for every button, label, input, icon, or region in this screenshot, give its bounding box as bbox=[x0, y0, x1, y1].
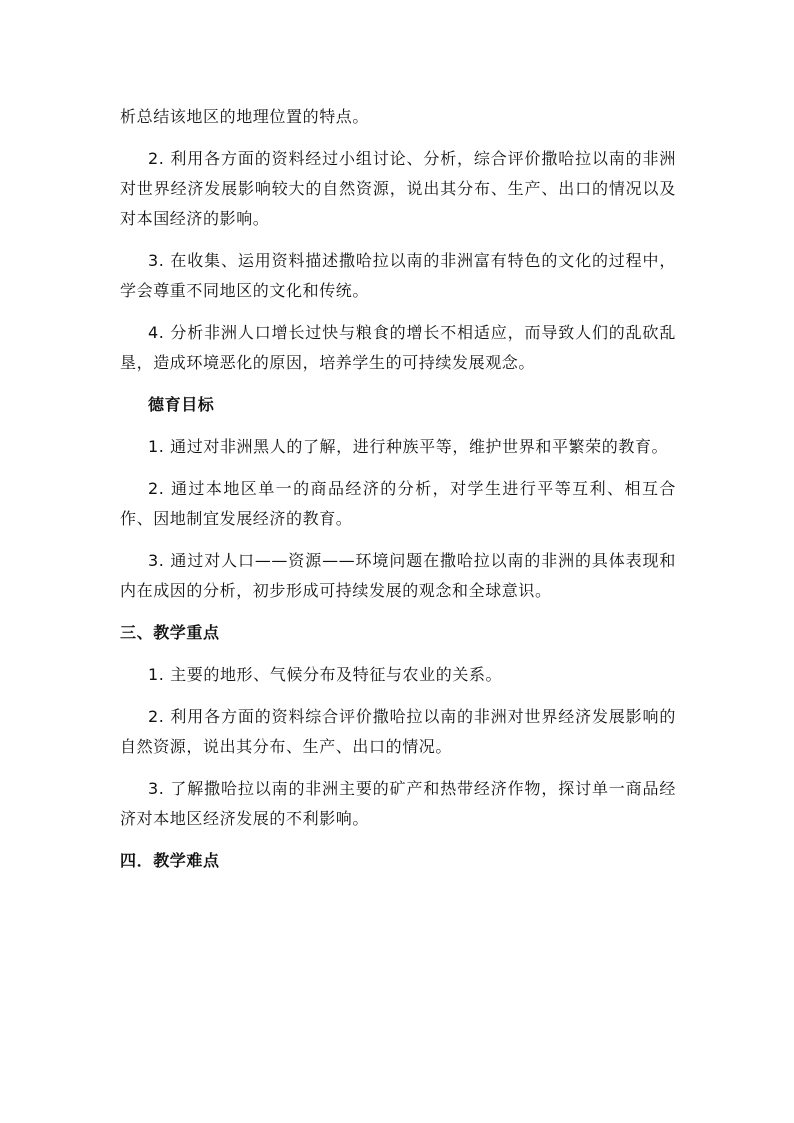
difficulties-heading: 四．教学难点 bbox=[120, 851, 220, 870]
key-point-item: 1. 主要的地形、气候分布及特征与农业的关系。 bbox=[148, 665, 503, 684]
key-points-heading: 三、教学重点 bbox=[120, 623, 220, 642]
moral-goal-item: 1. 通过对非洲黑人的了解，进行种族平等，维护世界和平繁荣的教育。 bbox=[148, 437, 669, 456]
document-page bbox=[120, 102, 676, 888]
key-point-item: 2. 利用各方面的资料综合评价撒哈拉以南的非洲对世界经济发展影响的自然资源，说出其分布、生产、出口的情况。 bbox=[120, 707, 676, 756]
moral-goal-item: 3. 通过对人口——资源——环境问题在撒哈拉以南的非洲的具体表现和内在成因的分析，初步形成可持续发展的观念和全球意识。 bbox=[120, 551, 676, 600]
paragraph-population: 4. 分析非洲人口增长过快与粮食的增长不相适应，而导致人们的乱砍乱垦，造成环境恶化的原因，培养学生的可持续发展观念。 bbox=[120, 323, 676, 372]
paragraph-resources: 2. 利用各方面的资料经过小组讨论、分析，综合评价撒哈拉以南的非洲对世界经济发展影响较大的自然资源，说出其分布、生产、出口的情况以及对本国经济的影响。 bbox=[120, 149, 676, 228]
moral-goals-heading: 德育目标 bbox=[148, 395, 215, 414]
paragraph-location-summary: 析总结该地区的地理位置的特点。 bbox=[120, 107, 370, 126]
moral-goal-item: 2. 通过本地区单一的商品经济的分析，对学生进行平等互利、相互合作、因地制宜发展经济的教育。 bbox=[120, 479, 676, 528]
key-point-item: 3. 了解撒哈拉以南的非洲主要的矿产和热带经济作物，探讨单一商品经济对本地区经济发展的不利影响。 bbox=[120, 779, 676, 828]
paragraph-culture: 3. 在收集、运用资料描述撒哈拉以南的非洲富有特色的文化的过程中，学会尊重不同地区的文化和传统。 bbox=[120, 251, 676, 300]
